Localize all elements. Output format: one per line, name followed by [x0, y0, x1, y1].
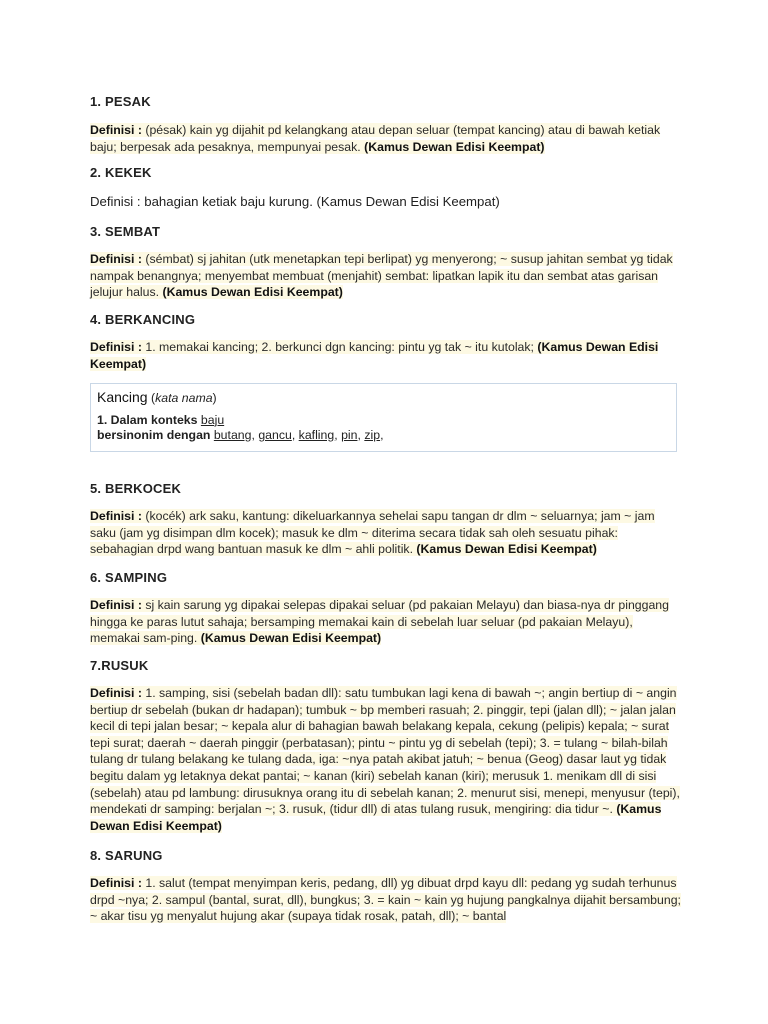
- entry-definition: Definisi : sj kain sarung yg dipakai selepas dipakai seluar (pd pakaian Melayu) dan biasa-nya dr pinggang hingga ke paras lutut sahaja; bersamping memakai kain di sebelah luar seluar (pd pakaian Melayu), memakai sam-ping. (Kamus Dewan Edisi Keempat): [90, 598, 669, 646]
- entry-heading: 4. BERKANCING: [90, 312, 196, 327]
- entry-definition: Definisi : (pésak) kain yg dijahit pd kelangkang atau depan seluar (tempat kancing) atau di bawah ketiak baju; berpesak ada pesaknya, mempunyai pesak. (Kamus Dewan Edisi Keempat): [90, 123, 661, 154]
- box-title: Kancing (kata nama): [97, 389, 217, 405]
- entry-definition: Definisi : 1. salut (tempat menyimpan keris, pedang, dll) yg dibuat drpd kayu dll: pedang yg sudah terhunus drpd ~nya; 2. sampul (bantal, surat, dll), bungkus; 3. = kain ~ kain yg hujung pangkalnya dijahit bersambung; ~ akar tisu yg menyalut hujung akar (supaya tidak rosak, patah, dll); ~ bantal: [90, 876, 681, 924]
- synonym-link[interactable]: kafling: [298, 428, 335, 442]
- box-context: 1. Dalam konteks baju: [97, 412, 225, 427]
- entry-heading: 3. SEMBAT: [90, 224, 161, 239]
- synonym-link[interactable]: butang: [213, 428, 252, 442]
- synonym-box: [90, 383, 677, 452]
- entry-heading: 8. SARUNG: [90, 848, 163, 863]
- synonym-link[interactable]: zip: [364, 428, 381, 442]
- entry-heading: 2. KEKEK: [90, 165, 152, 180]
- entry-definition: Definisi : (sémbat) sj jahitan (utk menetapkan tepi berlipat) yg menyerong; ~ susup jahitan sembat yg tidak nampak benangnya; menyembat membuat (menjahit) sembat: lipatkan lapik itu dan sembat atas garisan jelujur halus. (Kamus Dewan Edisi Keempat): [90, 252, 673, 300]
- box-synonyms: bersinonim dengan butang, gancu, kafling, pin, zip,: [97, 428, 384, 442]
- box-word: Kancing: [97, 389, 148, 405]
- entry-definition: Definisi : bahagian ketiak baju kurung. (Kamus Dewan Edisi Keempat): [90, 194, 500, 209]
- box-pos: kata nama: [155, 391, 213, 405]
- entry-heading: 7.RUSUK: [90, 658, 149, 673]
- synonym-link[interactable]: pin: [341, 428, 358, 442]
- synonym-link[interactable]: gancu: [258, 428, 292, 442]
- entry-definition: Definisi : 1. memakai kancing; 2. berkunci dgn kancing: pintu yg tak ~ itu kutolak; (Kamus Dewan Edisi Keempat): [90, 340, 659, 371]
- entry-heading: 6. SAMPING: [90, 570, 168, 585]
- context-link[interactable]: baju: [200, 412, 225, 427]
- entry-heading: 5. BERKOCEK: [90, 481, 182, 496]
- entry-definition: Definisi : 1. samping, sisi (sebelah badan dll): satu tumbukan lagi kena di bawah ~; angin bertiup di ~ angin bertiup dr sebelah (bukan dr hadapan); tumbuk ~ bp memberi rasuah; 2. pinggir, tepi (jalan dll); ~ jalan jalan kecil di tepi jalan besar; ~ kepala alur di bahagian bawah belakang kepala, cekung (pelipis) kepala; ~ surat tepi surat; daerah ~ daerah pinggir (perbatasan); pintu ~ pintu yg di sebelah (tepi); 3. = tulang ~ bilah-bilah tulang dr tulang belakang ke tulang dada, iga: ~nya patah akibat jatuh; ~ benua (Geog) dasar laut yg tidak begitu dalam yg letaknya dekat pantai; ~ kanan (kiri) sebelah kanan (kiri); merusuk 1. menikam dll di sisi (sebelah) atau pd lambung: dirusuknya orang itu di sebelah kanan; 2. menurut sisi, menepi, menyusur (tepi), mendekati dr samping: berjalan ~; 3. rusuk, (tidur dll) di atas tulang rusuk, mengiring: dia tidur ~. (Kamus Dewan Edisi Keempat): [90, 686, 680, 833]
- entry-heading: 1. PESAK: [90, 94, 151, 109]
- entry-definition: Definisi : (kocék) ark saku, kantung: dikeluarkannya sehelai sapu tangan dr dlm ~ seluarnya; jam ~ jam saku (jam yg disimpan dlm kocek); masuk ke dlm ~ diterima secara tidak sah oleh sesuatu pihak: sebahagian drpd wang bantuan masuk ke dlm ~ ahli politik. (Kamus Dewan Edisi Keempat): [90, 509, 655, 557]
